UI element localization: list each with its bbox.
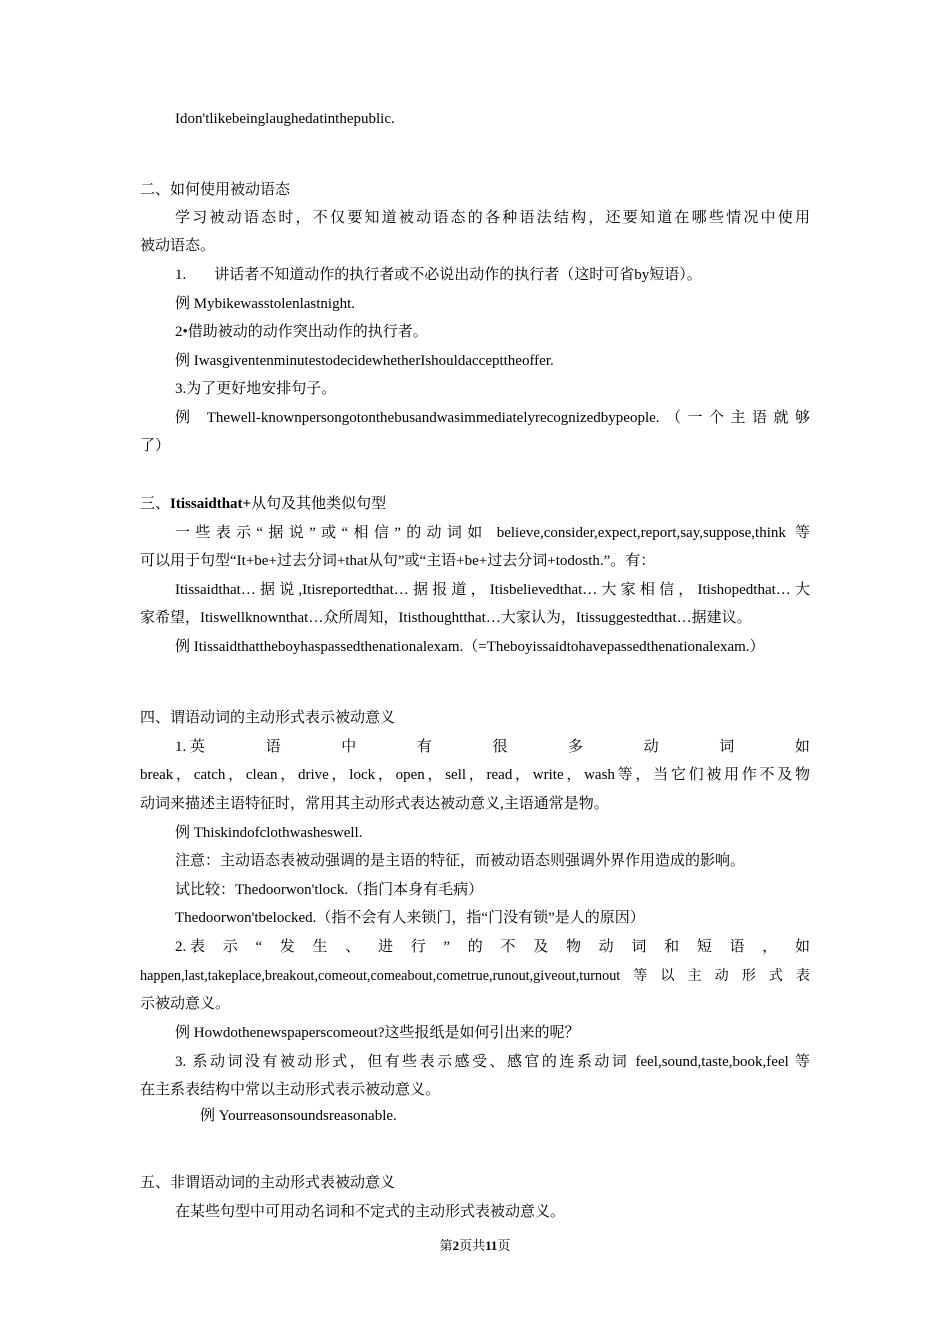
spread-char: 示 <box>222 939 238 955</box>
section-4-heading: 四、谓语动词的主动形式表示被动意义 <box>140 710 396 726</box>
compare-text: 试比较：Thedoorwon'tlock.（指门本身有毛病） <box>175 882 484 898</box>
spread-char: 语 <box>265 739 281 755</box>
spread-char: 动 <box>598 939 614 955</box>
footer-text: 页共 <box>459 1238 486 1253</box>
spread-char: 和 <box>664 939 680 955</box>
spread-char: 2. 表 <box>175 939 206 955</box>
spread-char: ” <box>443 939 451 955</box>
page-footer <box>0 1237 950 1255</box>
item-number: 1. <box>175 267 187 283</box>
section-5-heading: 五、非谓语动词的主动形式表被动意义 <box>140 1175 396 1191</box>
heading-prefix: 三、 <box>140 496 171 512</box>
section-4-item-3: 3. 系动词没有被动形式，但有些表示感受、感官的连系动词 feel,sound,taste,book,feel 等 <box>175 1054 810 1070</box>
section-2-heading: 二、如何使用被动语态 <box>140 182 291 198</box>
section-3-phrases-cont: 家希望，Itiswellknownthat…众所周知，Itisthoughtthat…大家认为，Itissuggestedthat…据建议。 <box>140 610 752 626</box>
section-2-item-2: 2•借助被动的动作突出动作的执行者。 <box>175 324 428 340</box>
section-4-item-1 <box>175 737 810 757</box>
spread-char: 词 <box>631 939 647 955</box>
spread-char: 短 <box>696 939 712 955</box>
current-page-number: 2 <box>452 1238 460 1253</box>
spread-char: 发 <box>279 939 295 955</box>
section-2-intro: 学习被动语态时，不仅要知道被动语态的各种语法结构，还要知道在哪些情况中使用 <box>175 210 810 226</box>
spread-char: 很 <box>492 739 508 755</box>
spread-char: 物 <box>565 939 581 955</box>
section-3-paragraph-cont: 可以用于句型“It+be+过去分词+that从句”或“主语+be+过去分词+todosth.”。有： <box>140 553 656 569</box>
spread-char: 行 <box>410 939 426 955</box>
compare-text: Thedoorwon'tbelocked.（指不会有人来锁门，指“门没有锁”是人的原因） <box>175 910 645 926</box>
spread-char: 语 <box>729 939 745 955</box>
example-sentence: 例 Yourreasonsoundsreasonable. <box>200 1108 397 1124</box>
example-sentence: 例 Thewell-knownpersongotonthebusandwasimmediatelyrecognizedbypeople.（一个主语就够 <box>175 410 810 426</box>
spread-char: 的 <box>467 939 483 955</box>
footer-text: 第 <box>439 1238 453 1253</box>
spread-char: 、 <box>345 939 361 955</box>
section-4-item-2 <box>175 937 810 957</box>
spread-char: 如 <box>794 939 810 955</box>
spread-char: 词 <box>719 739 735 755</box>
note-text: 注意：主动语态表被动强调的是主语的特征，而被动语态则强调外界作用造成的影响。 <box>175 853 746 869</box>
spread-char: 及 <box>533 939 549 955</box>
spread-char: 多 <box>568 739 584 755</box>
section-2-item-1 <box>175 265 702 285</box>
example-sentence: 例 Howdothenewspaperscomeout?这些报纸是如何引出来的呢？ <box>175 1025 580 1041</box>
example-sentence: 例 IwasgiventenminutestodecidewhetherIshouldaccepttheoffer. <box>175 353 554 369</box>
spread-char: 如 <box>794 739 810 755</box>
spread-char: ， <box>762 939 778 955</box>
section-4-item-2-cont: happen,last,takeplace,breakout,comeout,comeabout,cometrue,runout,giveout,turnout等以主动形式表 <box>140 968 810 984</box>
section-3-heading <box>140 494 386 514</box>
item-text: 讲话者不知道动作的执行者或不必说出动作的执行者（这时可省by短语）。 <box>214 267 702 283</box>
section-4-item-2-cont: 示被动意义。 <box>140 996 231 1012</box>
spread-char: 不 <box>500 939 516 955</box>
example-sentence: 例 Itissaidthattheboyhaspassedthenationalexam.（=Theboyissaidtohavepassedthenationalexam.） <box>175 639 765 655</box>
example-sentence: 例 Thiskindofclothwasheswell. <box>175 825 363 841</box>
spread-char: 生 <box>312 939 328 955</box>
total-page-count: 11 <box>485 1238 498 1253</box>
spread-char: 进 <box>377 939 393 955</box>
section-2-intro-cont: 被动语态。 <box>140 238 216 254</box>
spread-char: 1. 英 <box>175 739 206 755</box>
section-4-item-1-cont: 动词来描述主语特征时，常用其主动形式表达被动意义,主语通常是物。 <box>140 796 609 812</box>
example-sentence-cont: 了） <box>140 438 171 454</box>
section-5-intro: 在某些句型中可用动名词和不定式的主动形式表被动意义。 <box>175 1204 566 1220</box>
spread-char: 有 <box>416 739 432 755</box>
example-sentence: Idon'tlikebeinglaughedatinthepublic. <box>175 111 395 127</box>
example-sentence: 例 Mybikewasstolenlastnight. <box>175 296 355 312</box>
section-4-item-1-cont: break，catch，clean，drive，lock，open，sell，read，write，wash等，当它们被用作不及物 <box>140 767 810 783</box>
section-2-item-3: 3.为了更好地安排句子。 <box>175 381 337 397</box>
section-4-item-3-cont: 在主系表结构中常以主动形式表示被动意义。 <box>140 1082 441 1098</box>
spread-char: 动 <box>643 739 659 755</box>
footer-text: 页 <box>497 1238 511 1253</box>
heading-bold: Itissaidthat+ <box>170 496 252 512</box>
spread-char: 中 <box>341 739 357 755</box>
spread-char: “ <box>255 939 263 955</box>
section-3-phrases: Itissaidthat…据说,Itisreportedthat…据报道，Itisbelievedthat…大家相信，Itishopedthat…大 <box>175 582 810 598</box>
section-3-paragraph: 一些表示“据说”或“相信”的动词如 believe,consider,expect,report,say,suppose,think 等 <box>175 525 810 541</box>
heading-suffix: 从句及其他类似句型 <box>251 496 387 512</box>
